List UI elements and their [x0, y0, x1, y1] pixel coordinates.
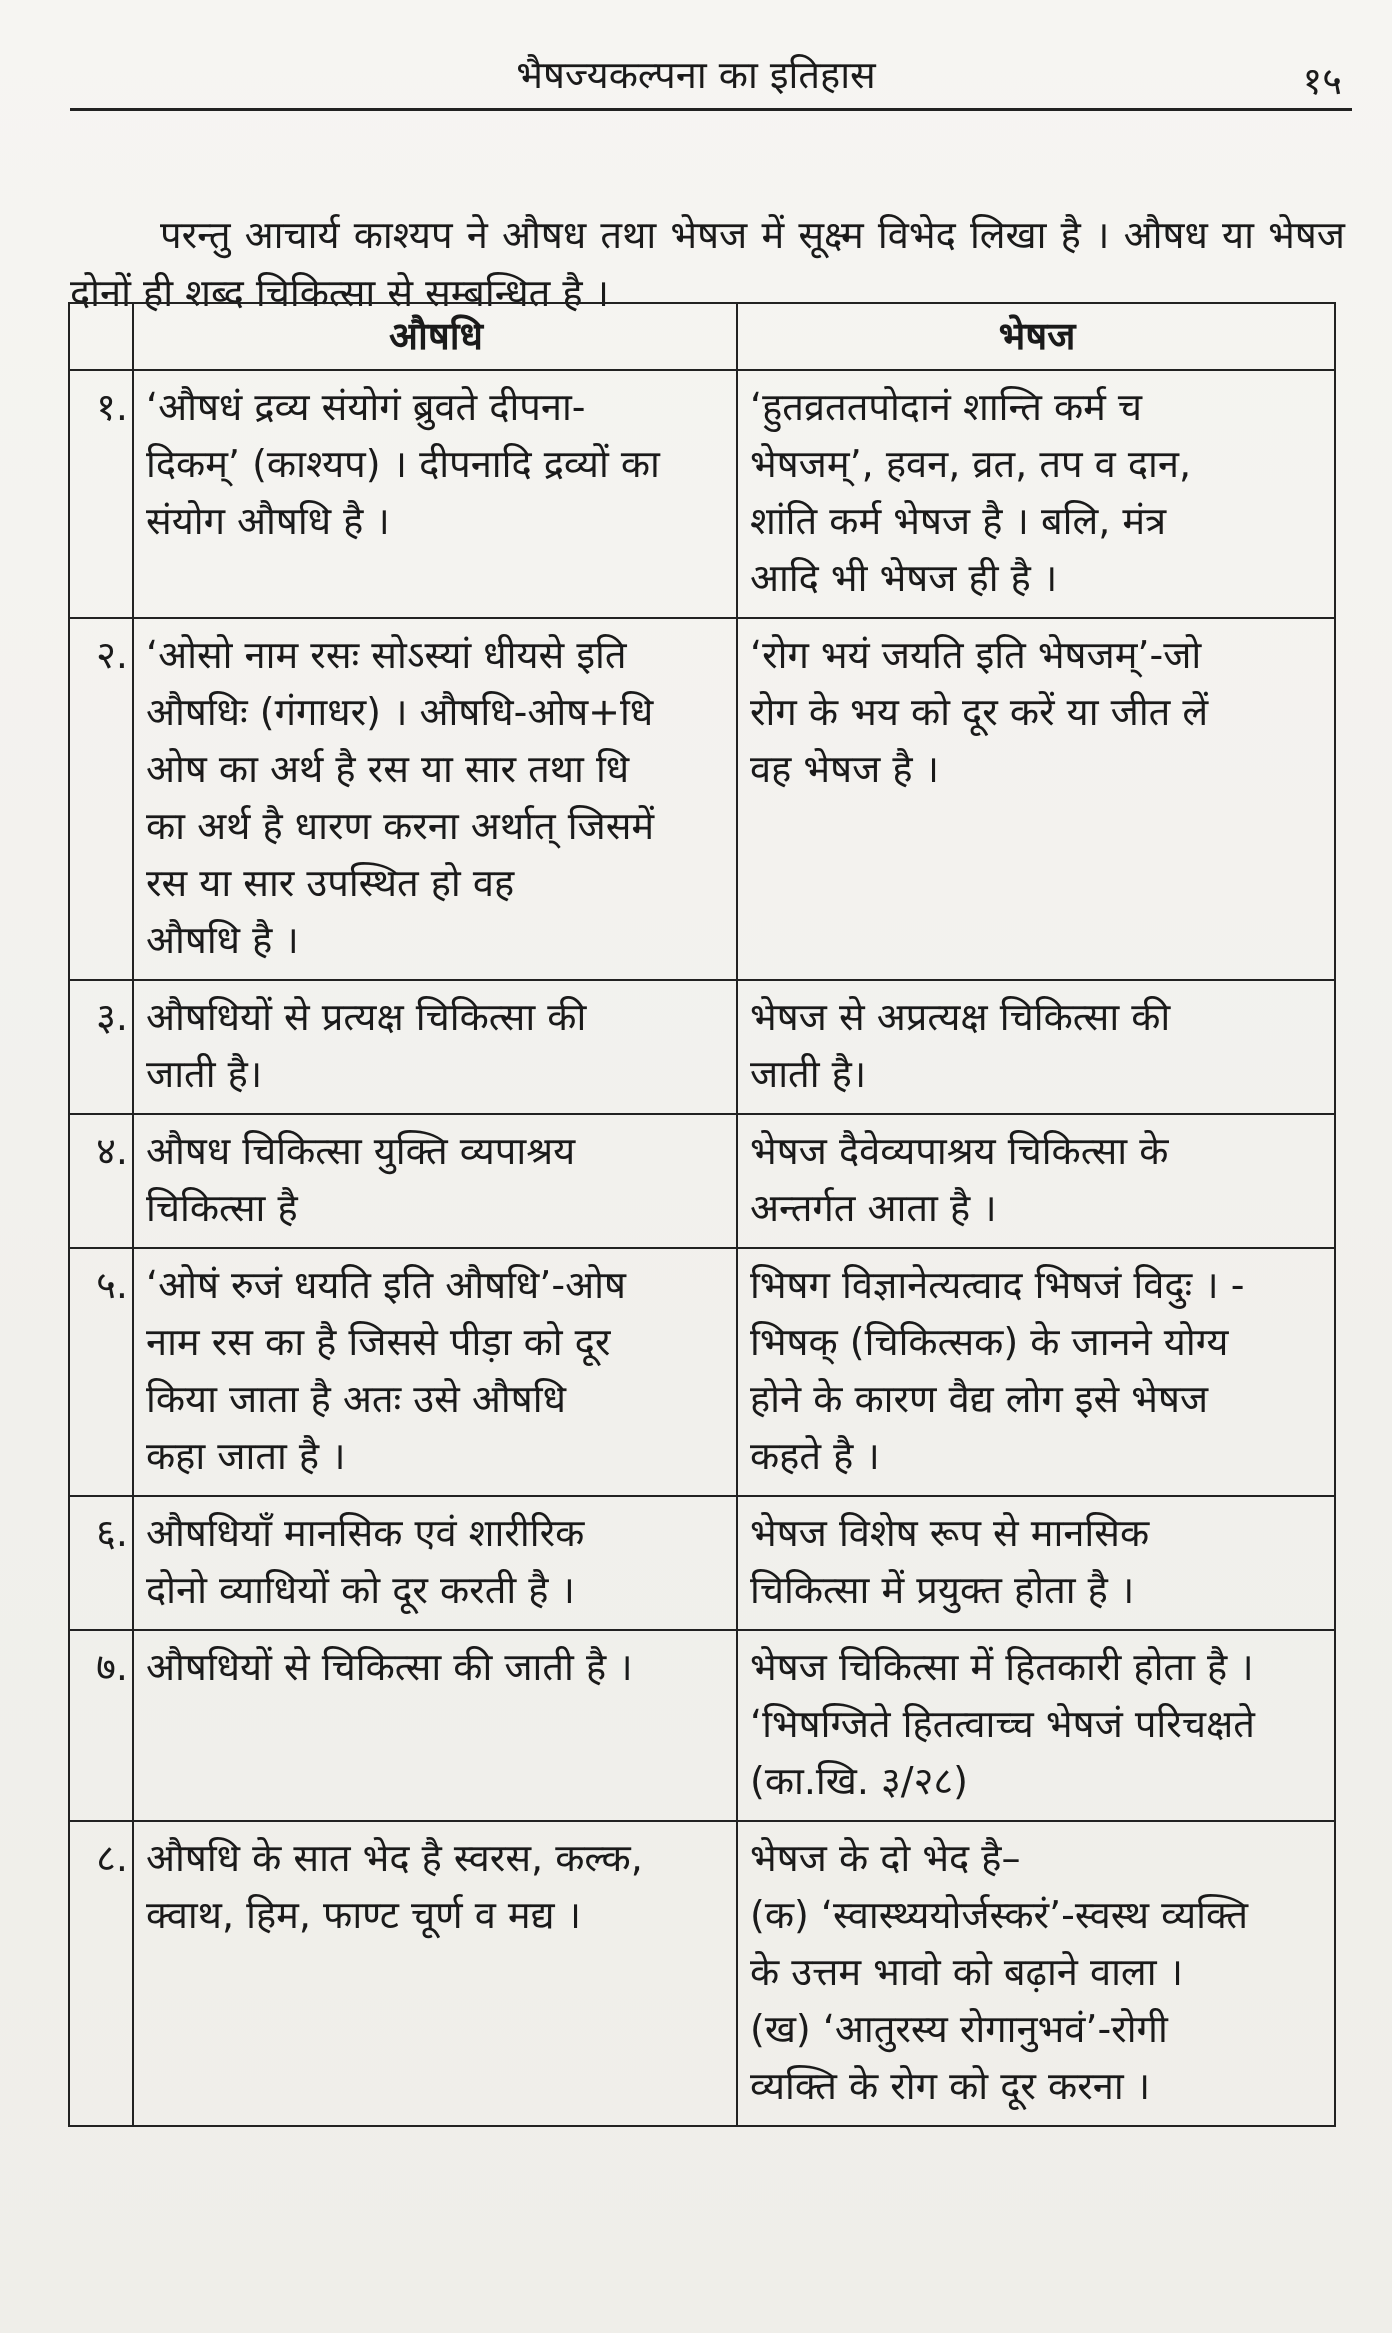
table-header-row: [69, 303, 1335, 370]
cell-line: ‘ओसो नाम रसः सोऽस्यां धीयसे इति: [146, 633, 627, 677]
aushadhi-cell: [133, 618, 737, 980]
aushadhi-cell: [133, 980, 737, 1114]
page-number: १५: [1302, 59, 1342, 103]
cell-line: होने के कारण वैद्य लोग इसे भेषज: [750, 1377, 1209, 1421]
cell-line: औषधि है ।: [146, 918, 299, 962]
cell-line: ‘रोग भयं जयति इति भेषजम्’-जो: [750, 633, 1202, 677]
bheshaj-cell: [737, 1496, 1335, 1630]
bheshaj-cell: [737, 1821, 1335, 2126]
table-row: [69, 980, 1335, 1114]
header-number: [69, 303, 133, 370]
comparison-table: [68, 302, 1336, 2127]
cell-line: ‘भिषग्जिते हितत्वाच्च भेषजं परिचक्षते: [750, 1702, 1255, 1746]
row-number: ८.: [69, 1821, 133, 2126]
bheshaj-cell: [737, 618, 1335, 980]
cell-line: शांति कर्म भेषज है । बलि, मंत्र: [750, 499, 1167, 543]
table-row: [69, 1630, 1335, 1821]
cell-line: भिषग विज्ञानेत्यत्वाद भिषजं विदुः । -: [750, 1263, 1245, 1307]
cell-line: ओष का अर्थ है रस या सार तथा धि: [146, 747, 630, 791]
aushadhi-cell: [133, 1496, 737, 1630]
row-number: १.: [69, 370, 133, 618]
cell-line: जाती है।: [146, 1052, 263, 1096]
header-aushadhi: औषधि: [133, 303, 737, 370]
cell-line: औषध चिकित्सा युक्ति व्यपाश्रय: [146, 1129, 576, 1173]
cell-line: औषधियों से प्रत्यक्ष चिकित्सा की: [146, 995, 587, 1039]
aushadhi-cell: [133, 370, 737, 618]
cell-line: औषधि के सात भेद है स्वरस, कल्क,: [146, 1836, 643, 1880]
row-number: ३.: [69, 980, 133, 1114]
cell-line: (का.खि. ३/२८): [750, 1759, 968, 1803]
cell-line: कहा जाता है ।: [146, 1434, 346, 1478]
cell-line: संयोग औषधि है ।: [146, 499, 390, 543]
cell-line: आदि भी भेषज ही है ।: [750, 556, 1058, 600]
cell-line: दोनो व्याधियों को दूर करती है ।: [146, 1568, 575, 1612]
cell-line: भिषक् (चिकित्सक) के जानने योग्य: [750, 1320, 1229, 1364]
cell-line: जाती है।: [750, 1052, 867, 1096]
row-number: ७.: [69, 1630, 133, 1821]
table-row: [69, 1248, 1335, 1496]
bheshaj-cell: [737, 1630, 1335, 1821]
row-number: ६.: [69, 1496, 133, 1630]
cell-line: भेषज विशेष रूप से मानसिक: [750, 1511, 1150, 1555]
cell-line: किया जाता है अतः उसे औषधि: [146, 1377, 566, 1421]
cell-line: भेषज से अप्रत्यक्ष चिकित्सा की: [750, 995, 1171, 1039]
aushadhi-cell: [133, 1114, 737, 1248]
running-head: [0, 48, 1392, 108]
row-number: ५.: [69, 1248, 133, 1496]
cell-line: भेषज दैवेव्यपाश्रय चिकित्सा के: [750, 1129, 1169, 1173]
cell-line: ‘औषधं द्रव्य संयोगं ब्रुवते दीपना-: [146, 385, 586, 429]
row-number: ४.: [69, 1114, 133, 1248]
cell-line: ‘हुतव्रततपोदानं शान्ति कर्म च: [750, 385, 1143, 429]
cell-line: ‘ओषं रुजं धयति इति औषधि’-ओष: [146, 1263, 626, 1307]
header-bheshaj: भेषज: [737, 303, 1335, 370]
table-row: [69, 1114, 1335, 1248]
cell-line: औषधिः (गंगाधर) । औषधि-ओष+धि: [146, 690, 654, 734]
aushadhi-cell: [133, 1630, 737, 1821]
intro-paragraph: परन्तु आचार्य काश्यप ने औषध तथा भेषज में सूक्ष्म विभेद लिखा है । औषध या भेषज दोनों ही शब्द चिकित्सा से सम्बन्धित है ।: [70, 213, 1345, 315]
cell-line: दिकम्’ (काश्यप) । दीपनादि द्रव्यों का: [146, 442, 660, 486]
cell-line: वह भेषज है ।: [750, 747, 939, 791]
cell-line: व्यक्ति के रोग को दूर करना ।: [750, 2064, 1151, 2108]
cell-line: के उत्तम भावो को बढ़ाने वाला ।: [750, 1950, 1184, 1994]
bheshaj-cell: [737, 980, 1335, 1114]
aushadhi-cell: [133, 1821, 737, 2126]
table-row: [69, 618, 1335, 980]
row-number: २.: [69, 618, 133, 980]
cell-line: नाम रस का है जिससे पीड़ा को दूर: [146, 1320, 611, 1364]
cell-line: औषधियाँ मानसिक एवं शारीरिक: [146, 1511, 585, 1555]
header-rule: [70, 108, 1352, 111]
cell-line: रस या सार उपस्थित हो वह: [146, 861, 515, 905]
bheshaj-cell: [737, 1114, 1335, 1248]
cell-line: चिकित्सा है: [146, 1186, 298, 1230]
table-row: [69, 370, 1335, 618]
table-row: [69, 1496, 1335, 1630]
cell-line: (क) ‘स्वास्थ्ययोर्जस्करं’-स्वस्थ व्यक्ति: [750, 1893, 1249, 1937]
cell-line: कहते है ।: [750, 1434, 880, 1478]
cell-line: भेषज चिकित्सा में हितकारी होता है ।: [750, 1645, 1254, 1689]
cell-line: (ख) ‘आतुरस्य रोगानुभवं’-रोगी: [750, 2007, 1168, 2051]
table-body: [69, 370, 1335, 2126]
cell-line: चिकित्सा में प्रयुक्त होता है ।: [750, 1568, 1135, 1612]
aushadhi-cell: [133, 1248, 737, 1496]
cell-line: क्वाथ, हिम, फाण्ट चूर्ण व मद्य ।: [146, 1893, 582, 1937]
bheshaj-cell: [737, 370, 1335, 618]
cell-line: औषधियों से चिकित्सा की जाती है ।: [146, 1645, 633, 1689]
cell-line: रोग के भय को दूर करें या जीत लें: [750, 690, 1209, 734]
cell-line: भेषज के दो भेद है–: [750, 1836, 1021, 1880]
table-row: [69, 1821, 1335, 2126]
cell-line: का अर्थ है धारण करना अर्थात् जिसमें: [146, 804, 655, 848]
bheshaj-cell: [737, 1248, 1335, 1496]
running-head-title: भैषज्यकल्पना का इतिहास: [516, 53, 876, 97]
cell-line: भेषजम्’, हवन, व्रत, तप व दान,: [750, 442, 1192, 486]
cell-line: अन्तर्गत आता है ।: [750, 1186, 997, 1230]
